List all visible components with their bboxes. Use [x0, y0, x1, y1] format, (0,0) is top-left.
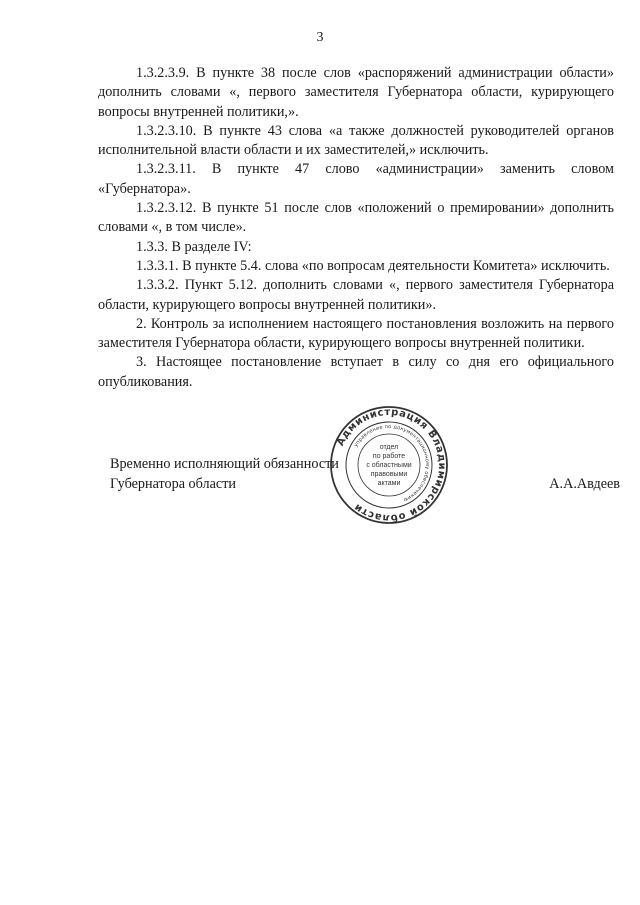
signatory-position-line2: Губернатора области	[110, 475, 236, 492]
stamp-center-line: актами	[377, 480, 401, 487]
stamp-inner-ring-text: управление по документационному обеспечению	[353, 423, 431, 503]
signatory-position-line1: Временно исполняющий обязанности	[110, 456, 339, 472]
paragraph-3: 3. Настоящее постановление вступает в силу со дня его официального опубликования.	[98, 354, 614, 390]
paragraph-1-3-3-2: 1.3.3.2. Пункт 5.12. дополнить словами «, первого заместителя Губернатора области, курирующего вопросы внутренней политики».	[98, 277, 614, 313]
page-number: 3	[316, 30, 324, 45]
paragraph-1-3-3: 1.3.3. В разделе IV:	[136, 238, 252, 255]
paragraph-1-3-2-3-12: 1.3.2.3.12. В пункте 51 после слов «положений о премировании» дополнить словами «, в том числе».	[98, 200, 614, 236]
stamp-center-line: по работе	[372, 453, 406, 460]
paragraph-1-3-2-3-11: 1.3.2.3.11. В пункте 47 слово «администрации» заменить словом «Губернатора».	[98, 161, 614, 197]
stamp-outer-text: Администрация Владимирской области	[335, 406, 448, 524]
paragraph-1-3-3-1: 1.3.3.1. В пункте 5.4. слова «по вопросам деятельности Комитета» исключить.	[136, 257, 610, 274]
paragraph-1-3-2-3-10: 1.3.2.3.10. В пункте 43 слова «а также должностей руководителей органов исполнительной власти области и их заместителей,» исключить.	[98, 122, 614, 159]
document-body	[98, 64, 614, 392]
paragraph-1-3-2-3-9: 1.3.2.3.9. В пункте 38 после слов «распоряжений администрации области» дополнить словами «, первого заместителя Губернатора области, курирующего вопросы внутренней политики,».	[98, 65, 614, 120]
paragraph-2: 2. Контроль за исполнением настоящего постановления возложить на первого заместителя Губернатора области, курирующего вопросы внутренней политики.	[98, 315, 614, 352]
signatory-position	[110, 455, 339, 494]
signatory-name: А.А.Авдеев	[549, 475, 620, 492]
stamp-center-line: отдел	[379, 444, 399, 451]
stamp-center-line: правовыми	[370, 471, 408, 478]
official-stamp	[328, 404, 450, 526]
stamp-center-line: с областными	[366, 462, 412, 469]
